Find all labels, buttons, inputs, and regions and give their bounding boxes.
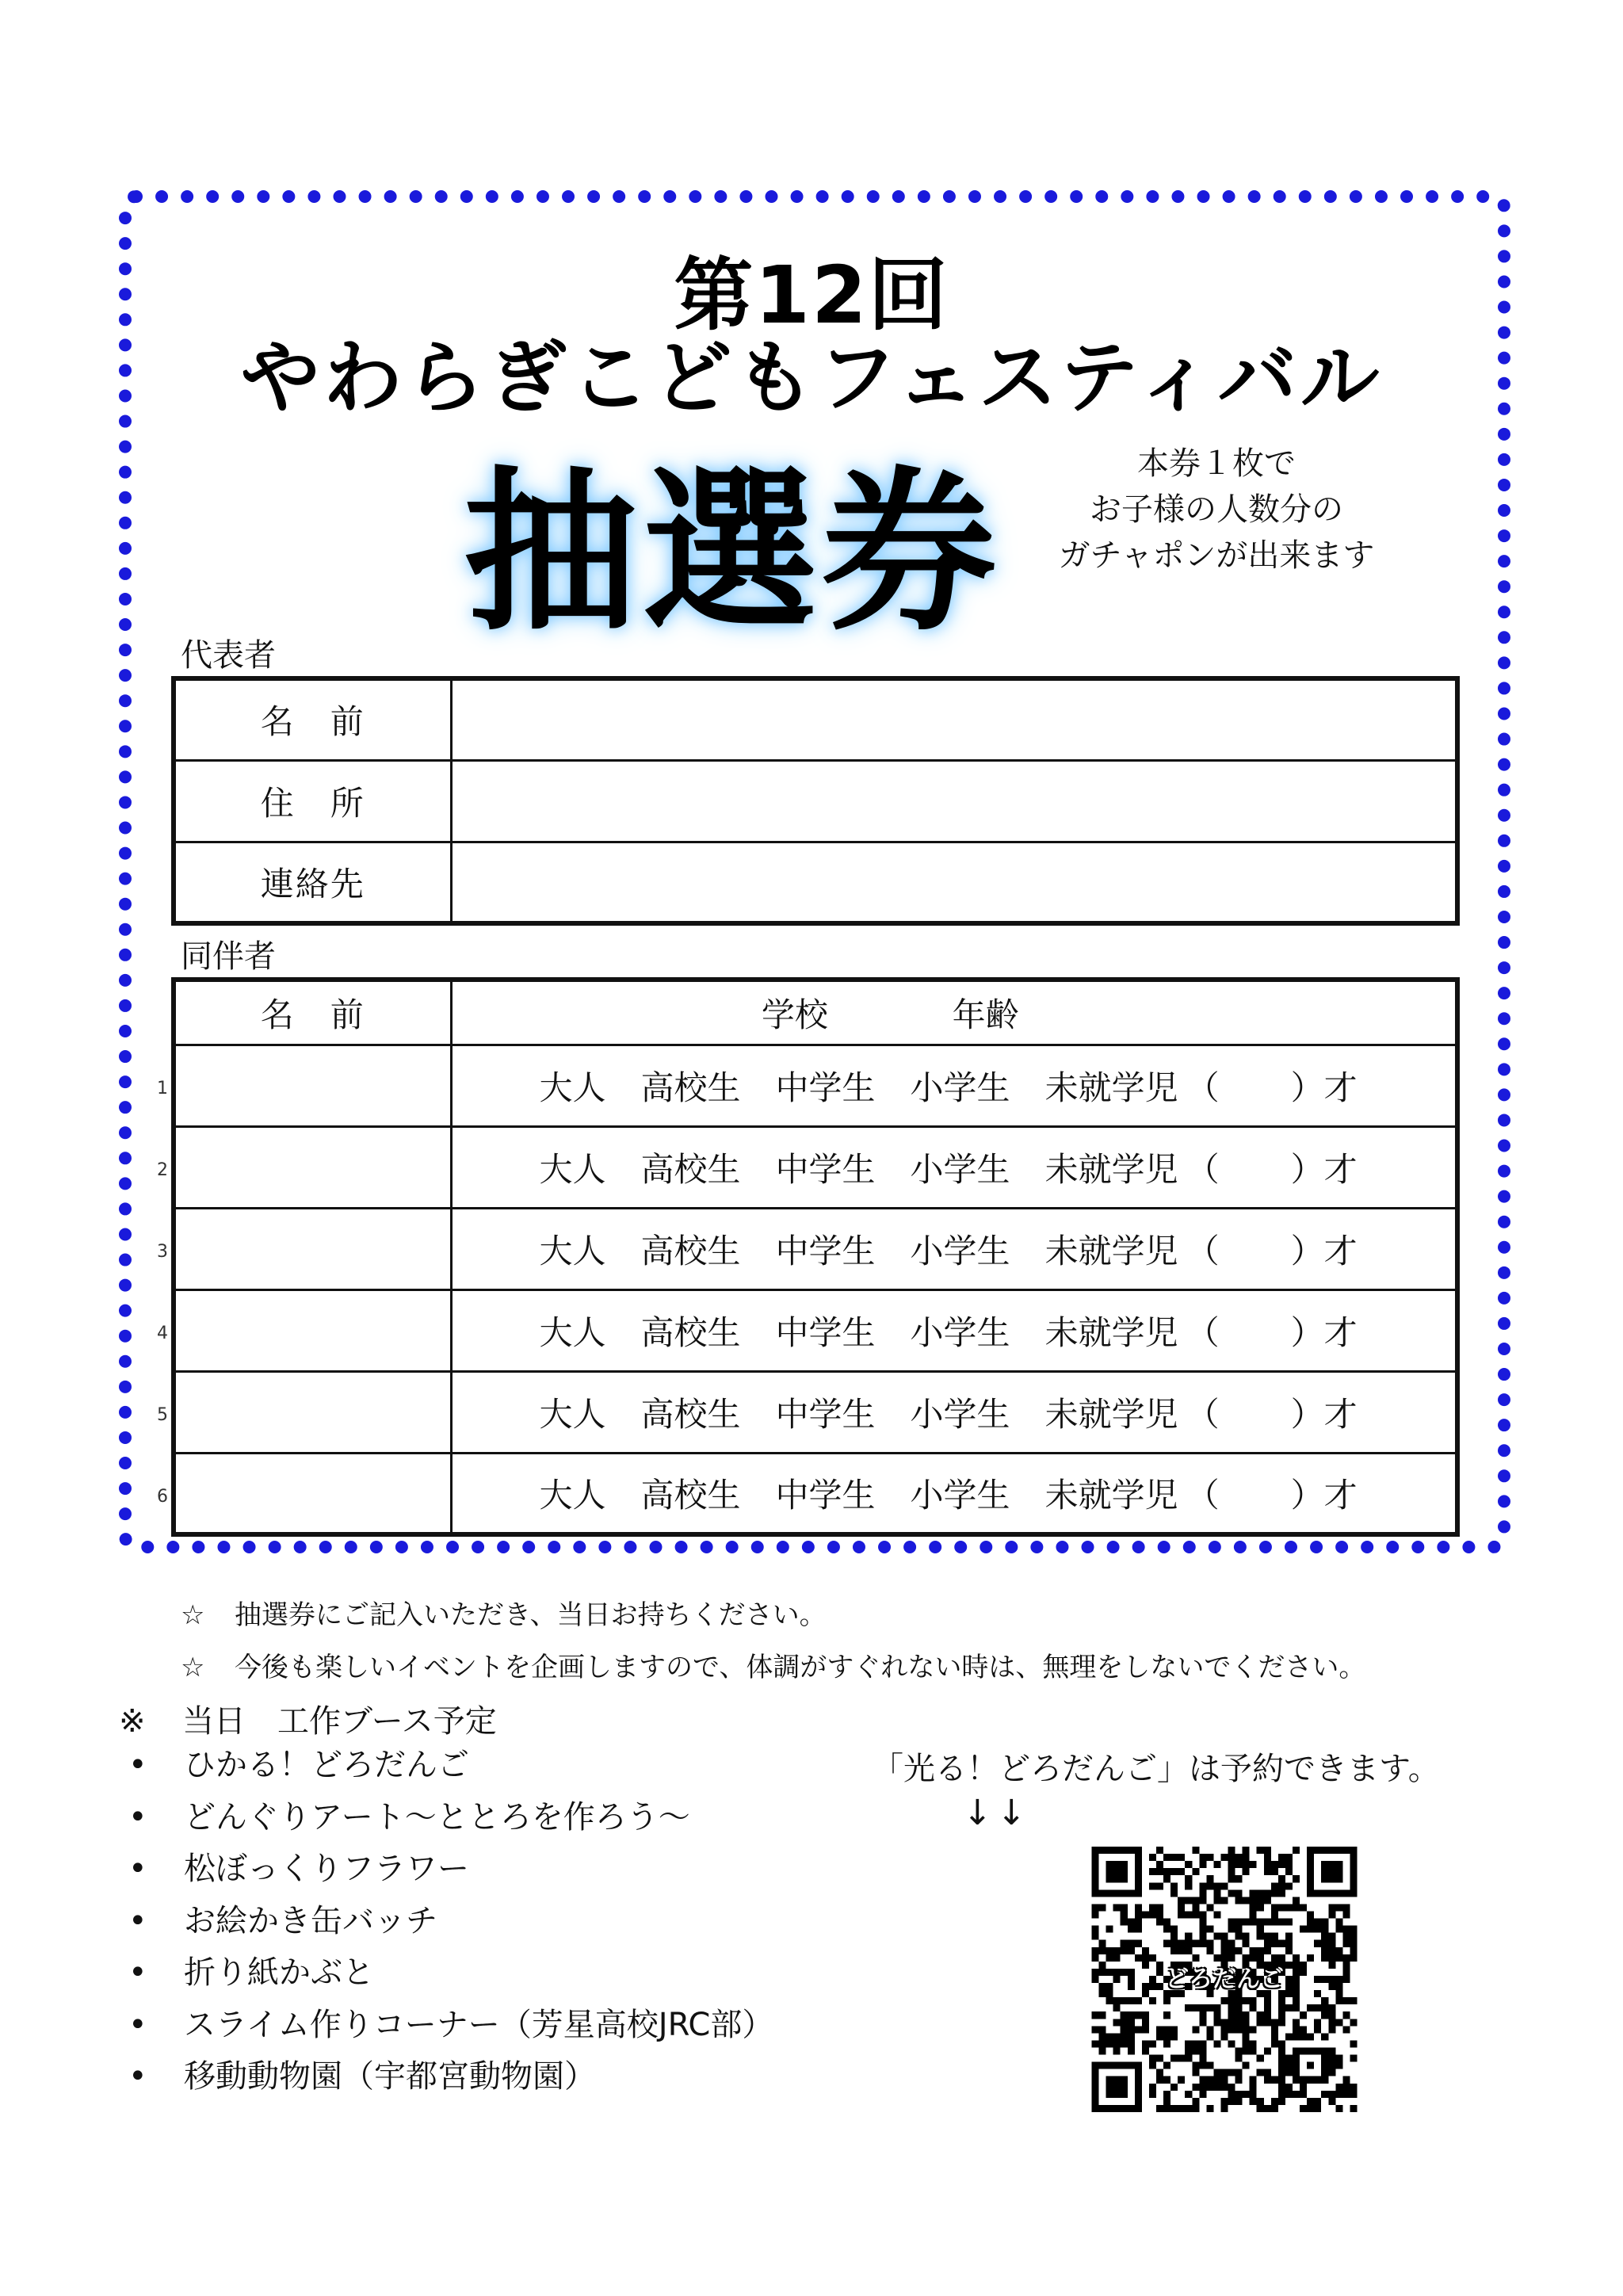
contact-label: 連絡先: [174, 842, 451, 923]
school-option[interactable]: 大人: [539, 1312, 606, 1352]
ticket-note-line: ガチャポンが出来ます: [1058, 537, 1375, 574]
school-option[interactable]: 大人: [539, 1068, 606, 1107]
list-item: [127, 1947, 773, 2000]
age-open-paren: （: [1186, 1231, 1220, 1270]
address-label: 住 所: [174, 760, 451, 842]
school-option[interactable]: 小学生: [910, 1394, 1010, 1434]
age-header: 年齢: [952, 995, 1019, 1034]
row-number: 3: [157, 1242, 168, 1262]
workshop-item-label: ひかる！どろだんご: [184, 1747, 469, 1783]
representative-label: 代表者: [181, 637, 276, 674]
school-option[interactable]: 高校生: [640, 1068, 741, 1107]
school-option[interactable]: 中学生: [775, 1149, 876, 1189]
age-open-paren: （: [1186, 1312, 1220, 1352]
workshop-heading: [119, 1696, 497, 1741]
workshop-list: [127, 1740, 773, 2103]
school-age-options: [451, 1371, 1457, 1453]
school-option[interactable]: 小学生: [910, 1231, 1010, 1270]
representative-table: [171, 676, 1460, 926]
age-open-paren: （: [1186, 1475, 1220, 1515]
name-field[interactable]: [451, 678, 1457, 760]
age-close-paren: ）: [1290, 1394, 1324, 1434]
ticket-title: 抽選券: [464, 451, 1002, 654]
row-number: 4: [157, 1324, 168, 1343]
age-unit: 才: [1323, 1394, 1358, 1434]
bullet-icon: •: [128, 1798, 147, 1836]
school-option[interactable]: 小学生: [910, 1475, 1010, 1515]
edition-heading: 第12回: [674, 249, 949, 342]
age-close-paren: ）: [1290, 1475, 1324, 1515]
school-option[interactable]: 未就学児: [1044, 1312, 1178, 1352]
age-unit: 才: [1323, 1312, 1358, 1352]
star-icon: ☆: [181, 1599, 205, 1631]
companions-label: 同伴者: [181, 938, 276, 975]
workshop-item-label: 松ぼっくりフラワー: [184, 1851, 469, 1887]
companion-name-header: 名 前: [174, 980, 451, 1045]
table-row: [174, 1289, 1457, 1371]
row-number: 1: [157, 1079, 168, 1098]
contact-field[interactable]: [451, 842, 1457, 923]
bullet-icon: •: [128, 1954, 147, 1991]
qr-code[interactable]: [1090, 1847, 1359, 2112]
school-age-options: [451, 1045, 1457, 1126]
table-row: [174, 678, 1457, 760]
age-close-paren: ）: [1290, 1149, 1324, 1189]
companion-name-field[interactable]: [174, 1289, 451, 1371]
age-open-paren: （: [1186, 1394, 1220, 1434]
note-text: 今後も楽しいイベントを企画しますので、体調がすぐれない時は、無理をしないでください。: [235, 1652, 1366, 1683]
row-number: 2: [157, 1160, 168, 1180]
table-row: [174, 1371, 1457, 1453]
school-option[interactable]: 高校生: [640, 1149, 741, 1189]
school-option[interactable]: 小学生: [910, 1149, 1010, 1189]
school-option[interactable]: 高校生: [640, 1475, 741, 1515]
table-row: [174, 1453, 1457, 1534]
list-item: [127, 1843, 773, 1896]
workshop-item-label: 折り紙かぶと: [184, 1954, 374, 1991]
workshop-item-label: スライム作りコーナー（芳星高校JRC部）: [184, 2006, 774, 2043]
age-unit: 才: [1323, 1475, 1358, 1515]
row-number: 5: [157, 1405, 168, 1425]
companion-name-field[interactable]: [174, 1208, 451, 1289]
school-option[interactable]: 高校生: [640, 1312, 741, 1352]
school-option[interactable]: 大人: [539, 1149, 606, 1189]
school-age-options: [451, 1289, 1457, 1371]
qr-caption: どろだんご: [1165, 1966, 1284, 1993]
age-close-paren: ）: [1290, 1068, 1324, 1107]
age-unit: 才: [1323, 1149, 1358, 1189]
table-row: [174, 1045, 1457, 1126]
festival-name: やわらぎこどもフェスティバル: [240, 331, 1383, 424]
row-number: 6: [157, 1487, 168, 1507]
school-option[interactable]: 未就学児: [1044, 1068, 1178, 1107]
down-arrows-icon: ↓↓: [963, 1793, 1031, 1833]
age-unit: 才: [1323, 1068, 1358, 1107]
workshop-heading-text: 当日 工作ブース予定: [182, 1703, 497, 1740]
name-label: 名 前: [174, 678, 451, 760]
list-item: [127, 2051, 773, 2103]
companion-name-field[interactable]: [174, 1126, 451, 1208]
school-option[interactable]: 中学生: [775, 1231, 876, 1270]
bullet-icon: •: [128, 1851, 147, 1887]
table-row: [174, 1126, 1457, 1208]
list-item: [127, 1792, 773, 1844]
school-option[interactable]: 未就学児: [1044, 1149, 1178, 1189]
school-option[interactable]: 未就学児: [1044, 1475, 1178, 1515]
bullet-icon: •: [128, 2058, 147, 2095]
bullet-icon: •: [128, 2006, 147, 2043]
school-header: 学校: [761, 995, 828, 1034]
school-option[interactable]: 高校生: [640, 1394, 741, 1434]
school-option[interactable]: 未就学児: [1044, 1231, 1178, 1270]
table-row: [174, 1208, 1457, 1289]
school-option[interactable]: 未就学児: [1044, 1394, 1178, 1434]
companion-name-field[interactable]: [174, 1371, 451, 1453]
age-unit: 才: [1323, 1231, 1358, 1270]
age-close-paren: ）: [1290, 1312, 1324, 1352]
workshop-item-label: お絵かき缶バッチ: [184, 1902, 437, 1939]
school-option[interactable]: 中学生: [775, 1068, 876, 1107]
ticket-note-line: お子様の人数分の: [1090, 491, 1343, 528]
age-open-paren: （: [1186, 1068, 1220, 1107]
address-field[interactable]: [451, 760, 1457, 842]
school-option[interactable]: 小学生: [910, 1312, 1010, 1352]
school-age-options: [451, 1126, 1457, 1208]
companion-name-field[interactable]: [174, 1045, 451, 1126]
school-option[interactable]: 中学生: [775, 1475, 876, 1515]
reference-mark-icon: ※: [119, 1703, 146, 1740]
bullet-icon: •: [128, 1747, 147, 1783]
workshop-item-label: どんぐりアート～ととろを作ろう～: [184, 1798, 690, 1836]
ticket-note: [1026, 441, 1407, 579]
reservation-text: 「光る！どろだんご」は予約できます。: [872, 1751, 1440, 1787]
workshop-item-label: 移動動物園（宇都宮動物園）: [184, 2058, 596, 2095]
note-line: [181, 1593, 827, 1632]
school-option[interactable]: 大人: [539, 1231, 606, 1270]
list-item: [127, 1896, 773, 1948]
school-age-options: [451, 1453, 1457, 1534]
age-open-paren: （: [1186, 1149, 1220, 1189]
ticket-note-line: 本券１枚で: [1137, 445, 1296, 482]
school-option[interactable]: 大人: [539, 1394, 606, 1434]
table-header-row: [174, 980, 1457, 1045]
school-option[interactable]: 中学生: [775, 1312, 876, 1352]
table-row: [174, 760, 1457, 842]
list-item: [127, 2000, 773, 2052]
note-text: 抽選券にご記入いただき、当日お持ちください。: [235, 1599, 827, 1631]
school-age-header: [451, 980, 1457, 1045]
age-close-paren: ）: [1290, 1231, 1324, 1270]
school-option[interactable]: 大人: [539, 1475, 606, 1515]
note-line: [181, 1645, 1365, 1684]
table-row: [174, 842, 1457, 923]
star-icon: ☆: [181, 1652, 205, 1683]
school-age-options: [451, 1208, 1457, 1289]
school-option[interactable]: 高校生: [640, 1231, 741, 1270]
list-item: [127, 1740, 773, 1792]
school-option[interactable]: 中学生: [775, 1394, 876, 1434]
companions-table: [171, 977, 1460, 1537]
companion-name-field[interactable]: [174, 1453, 451, 1534]
bullet-icon: •: [128, 1902, 147, 1939]
school-option[interactable]: 小学生: [910, 1068, 1010, 1107]
